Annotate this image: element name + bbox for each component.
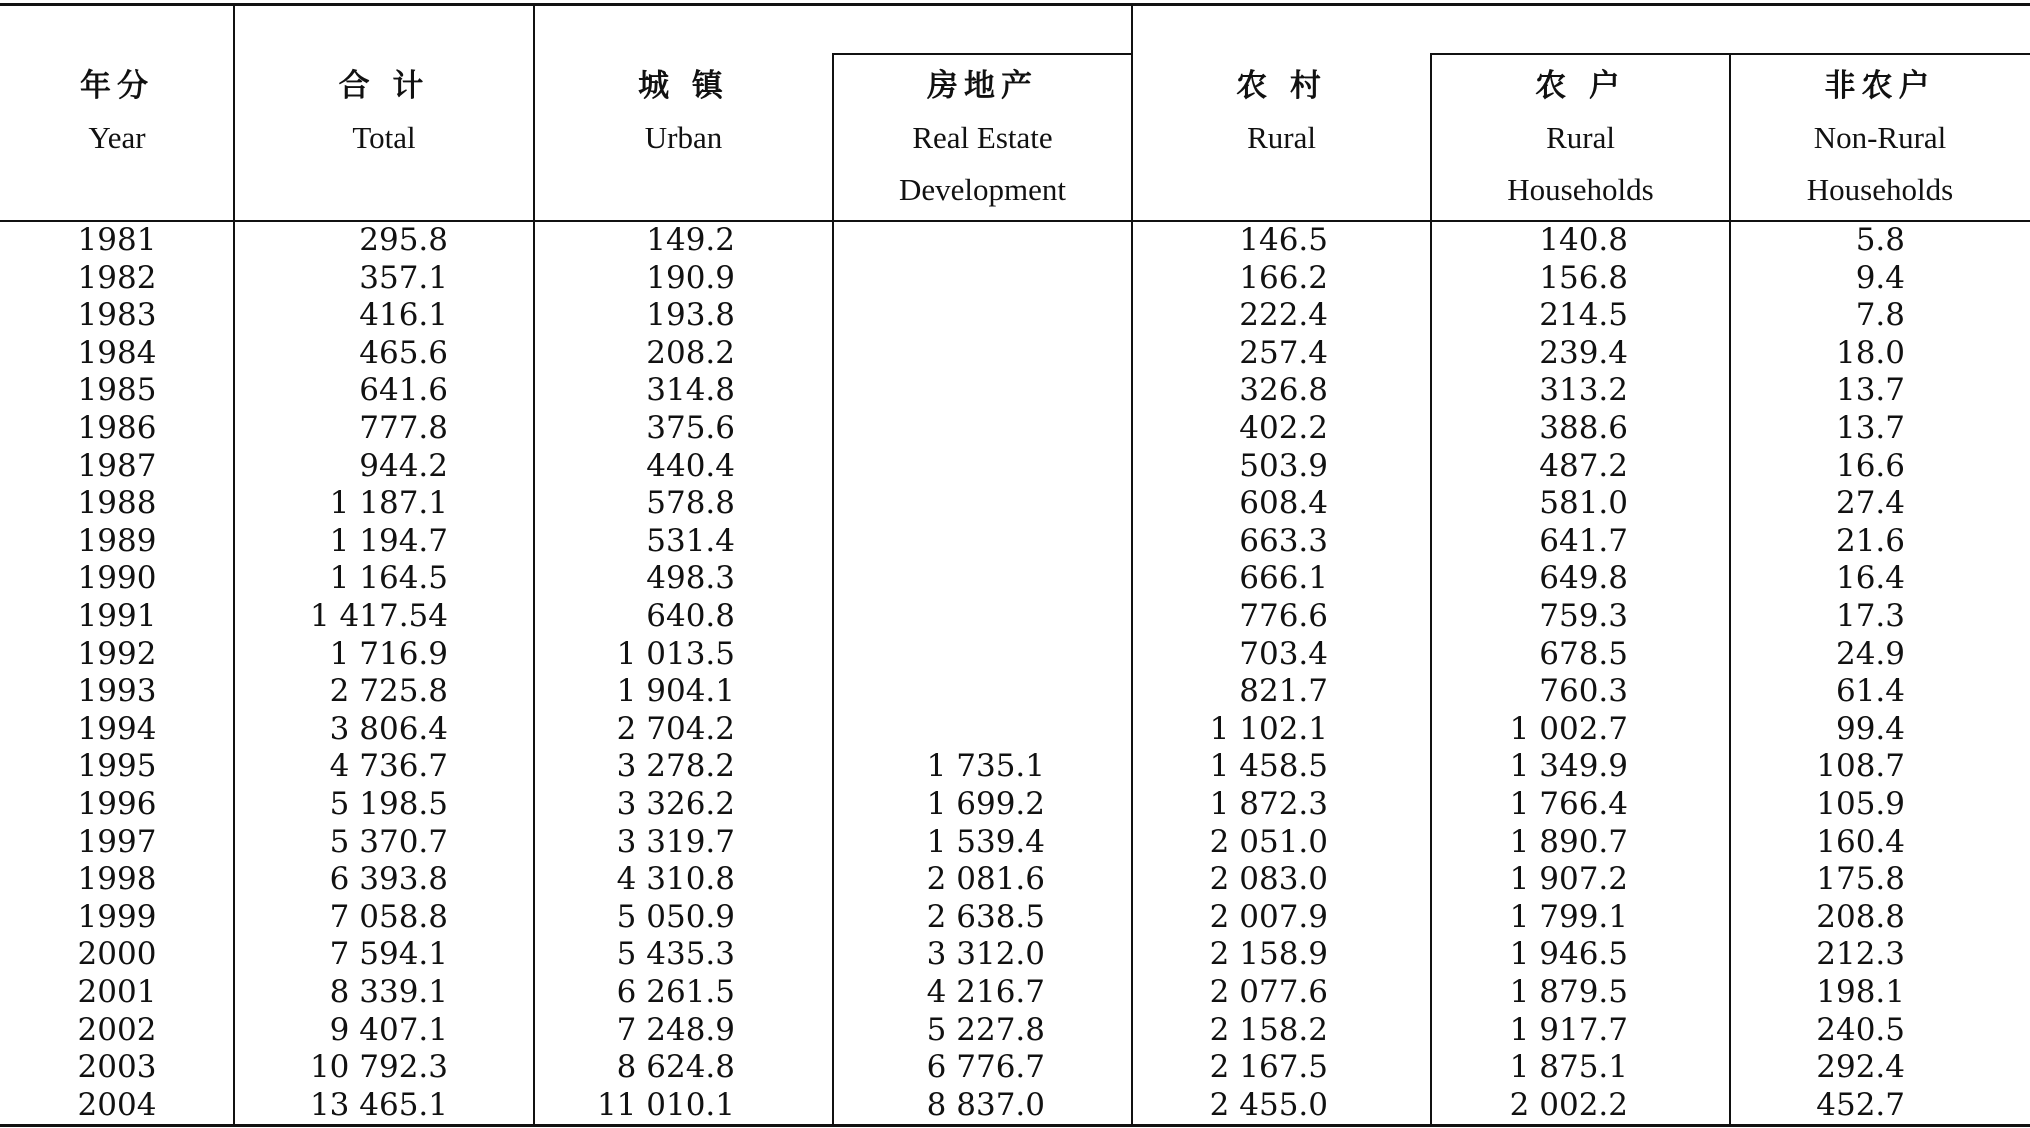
value-cell: 1 002.7: [1509, 710, 1628, 747]
value-cell: 257.4: [1239, 334, 1328, 371]
value-cell: 581.0: [1539, 485, 1628, 522]
table-row: [0, 523, 2030, 561]
value-cell: 175.8: [1816, 861, 1905, 898]
year-cell: 2001: [77, 974, 157, 1010]
value-cell: 1 946.5: [1509, 936, 1628, 973]
value-cell: 1 875.1: [1509, 1049, 1628, 1086]
value-cell: 1 349.9: [1509, 748, 1628, 785]
value-cell: 2 455.0: [1209, 1086, 1328, 1123]
value-cell: 1 917.7: [1509, 1011, 1628, 1048]
value-cell: 357.1: [359, 259, 448, 296]
value-cell: 2 051.0: [1209, 823, 1328, 860]
value-cell: 295.8: [359, 222, 448, 258]
year-cell: 1987: [77, 447, 157, 484]
value-cell: 3 326.2: [616, 786, 735, 822]
year-cell: 1989: [77, 522, 157, 559]
table-row: [0, 560, 2030, 598]
value-cell: 2 725.8: [329, 673, 448, 710]
value-cell: 27.4: [1835, 485, 1905, 522]
value-cell: 498.3: [646, 560, 735, 597]
value-cell: 1 716.9: [329, 635, 448, 672]
year-cell: 1988: [77, 485, 157, 522]
value-cell: 8 837.0: [926, 1086, 1045, 1123]
year-cell: 1991: [77, 598, 157, 634]
table-row: [0, 786, 2030, 824]
value-cell: 759.3: [1539, 598, 1628, 634]
year-cell: 1995: [77, 748, 157, 785]
value-cell: 487.2: [1539, 447, 1628, 484]
header-label-en: Households: [1806, 172, 1954, 207]
header-cell: [1431, 60, 1730, 216]
table-row: [0, 824, 2030, 862]
value-cell: 212.3: [1816, 936, 1905, 973]
value-cell: 5 435.3: [616, 936, 735, 973]
value-cell: 1 164.5: [329, 560, 448, 597]
value-cell: 2 083.0: [1209, 861, 1328, 898]
value-cell: 578.8: [646, 485, 735, 522]
bottom-rule: [0, 1124, 2030, 1127]
value-cell: 160.4: [1816, 823, 1905, 860]
table-row: [0, 410, 2030, 448]
header-label-en: Real Estate: [912, 120, 1053, 155]
value-cell: 6 776.7: [926, 1049, 1045, 1086]
value-cell: 9.4: [1855, 259, 1905, 296]
value-cell: 640.8: [646, 598, 735, 634]
value-cell: 821.7: [1239, 673, 1328, 710]
value-cell: 4 736.7: [329, 748, 448, 785]
value-cell: 465.6: [359, 334, 448, 371]
table-row: [0, 748, 2030, 786]
value-cell: 4 216.7: [926, 974, 1045, 1010]
header-label-en: Non-Rural: [1813, 120, 1947, 155]
value-cell: 641.7: [1539, 522, 1628, 559]
value-cell: 402.2: [1239, 410, 1328, 446]
value-cell: 214.5: [1539, 297, 1628, 334]
value-cell: 2 081.6: [926, 861, 1045, 898]
table-row: [0, 1087, 2030, 1125]
value-cell: 17.3: [1835, 598, 1905, 634]
value-cell: 2 007.9: [1209, 898, 1328, 935]
value-cell: 649.8: [1539, 560, 1628, 597]
table-row: [0, 1049, 2030, 1087]
value-cell: 5 198.5: [329, 786, 448, 822]
value-cell: 666.1: [1239, 560, 1328, 597]
year-cell: 2004: [77, 1086, 157, 1123]
value-cell: 326.8: [1239, 372, 1328, 409]
value-cell: 678.5: [1539, 635, 1628, 672]
header-label-zh: 非农户: [1824, 68, 1936, 104]
header-label-en: Rural: [1247, 120, 1316, 155]
value-cell: 2 158.9: [1209, 936, 1328, 973]
value-cell: 190.9: [646, 259, 735, 296]
table-row: [0, 636, 2030, 674]
header-cell: [1730, 60, 2030, 216]
value-cell: 7 058.8: [329, 898, 448, 935]
value-cell: 1 890.7: [1509, 823, 1628, 860]
header-label-en: Development: [898, 172, 1066, 207]
value-cell: 6 261.5: [616, 974, 735, 1010]
table-row: [0, 936, 2030, 974]
value-cell: 5 050.9: [616, 898, 735, 935]
value-cell: 8 339.1: [329, 974, 448, 1010]
value-cell: 9 407.1: [329, 1011, 448, 1048]
header-label-zh: 合 计: [338, 68, 430, 104]
year-cell: 1998: [77, 861, 157, 898]
value-cell: 10 792.3: [309, 1049, 448, 1086]
header-cell: [234, 60, 534, 164]
value-cell: 1 187.1: [329, 485, 448, 522]
value-cell: 198.1: [1816, 974, 1905, 1010]
year-cell: 1982: [77, 259, 157, 296]
year-cell: 1993: [77, 673, 157, 710]
value-cell: 2 638.5: [926, 898, 1045, 935]
value-cell: 1 872.3: [1209, 786, 1328, 822]
value-cell: 416.1: [359, 297, 448, 334]
value-cell: 166.2: [1239, 259, 1328, 296]
value-cell: 1 735.1: [926, 748, 1045, 785]
header-label-zh: 房地产: [927, 68, 1038, 104]
value-cell: 313.2: [1539, 372, 1628, 409]
top-rule: [0, 3, 2030, 6]
value-cell: 531.4: [646, 522, 735, 559]
header-label-zh: 农 户: [1535, 68, 1626, 104]
value-cell: 452.7: [1816, 1086, 1905, 1123]
header-cell: [534, 60, 833, 164]
value-cell: 5 370.7: [329, 823, 448, 860]
header-cell: [833, 60, 1132, 216]
value-cell: 1 194.7: [329, 522, 448, 559]
value-cell: 503.9: [1239, 447, 1328, 484]
value-cell: 1 102.1: [1209, 710, 1328, 747]
value-cell: 21.6: [1835, 522, 1905, 559]
value-cell: 208.8: [1816, 898, 1905, 935]
value-cell: 11 010.1: [596, 1086, 735, 1123]
header-label-en: Year: [88, 120, 146, 155]
table-row: [0, 598, 2030, 636]
value-cell: 1 458.5: [1209, 748, 1328, 785]
value-cell: 149.2: [646, 222, 735, 258]
value-cell: 7.8: [1855, 297, 1905, 334]
value-cell: 5 227.8: [926, 1011, 1045, 1048]
year-cell: 1981: [77, 222, 157, 258]
table-row: [0, 1012, 2030, 1050]
table-row: [0, 297, 2030, 335]
value-cell: 440.4: [646, 447, 735, 484]
value-cell: 663.3: [1239, 522, 1328, 559]
value-cell: 1 799.1: [1509, 898, 1628, 935]
value-cell: 2 002.2: [1509, 1086, 1628, 1123]
year-cell: 1983: [77, 297, 157, 334]
value-cell: 208.2: [646, 334, 735, 371]
value-cell: 1 013.5: [616, 635, 735, 672]
table-row: [0, 485, 2030, 523]
value-cell: 3 319.7: [616, 823, 735, 860]
value-cell: 18.0: [1835, 334, 1905, 371]
value-cell: 13.7: [1835, 410, 1905, 446]
year-cell: 1984: [77, 334, 157, 371]
value-cell: 3 278.2: [616, 748, 735, 785]
header-label-zh: 年分: [80, 68, 154, 104]
value-cell: 156.8: [1539, 259, 1628, 296]
value-cell: 99.4: [1835, 710, 1905, 747]
year-cell: 2003: [77, 1049, 157, 1086]
value-cell: 314.8: [646, 372, 735, 409]
value-cell: 1 417.54: [309, 598, 448, 634]
table-row: [0, 899, 2030, 937]
year-cell: 1999: [77, 898, 157, 935]
year-cell: 1997: [77, 823, 157, 860]
subheader-rule-urban: [833, 53, 1132, 55]
value-cell: 776.6: [1239, 598, 1328, 634]
year-cell: 1990: [77, 560, 157, 597]
value-cell: 7 594.1: [329, 936, 448, 973]
value-cell: 641.6: [359, 372, 448, 409]
header-label-zh: 农 村: [1236, 68, 1327, 104]
value-cell: 1 904.1: [616, 673, 735, 710]
value-cell: 4 310.8: [616, 861, 735, 898]
header-label-zh: 城 镇: [638, 68, 729, 104]
value-cell: 608.4: [1239, 485, 1328, 522]
value-cell: 375.6: [646, 410, 735, 446]
table-row: [0, 335, 2030, 373]
value-cell: 388.6: [1539, 410, 1628, 446]
value-cell: 2 704.2: [616, 710, 735, 747]
value-cell: 239.4: [1539, 334, 1628, 371]
table-row: [0, 974, 2030, 1012]
value-cell: 1 879.5: [1509, 974, 1628, 1010]
value-cell: 5.8: [1855, 222, 1905, 258]
table-row: [0, 711, 2030, 749]
value-cell: 1 766.4: [1509, 786, 1628, 822]
value-cell: 6 393.8: [329, 861, 448, 898]
value-cell: 1 907.2: [1509, 861, 1628, 898]
value-cell: 760.3: [1539, 673, 1628, 710]
header-label-en: Total: [352, 120, 416, 155]
value-cell: 777.8: [359, 410, 448, 446]
value-cell: 105.9: [1816, 786, 1905, 822]
value-cell: 944.2: [359, 447, 448, 484]
year-cell: 1996: [77, 786, 157, 822]
value-cell: 16.6: [1835, 447, 1905, 484]
value-cell: 16.4: [1835, 560, 1905, 597]
header-label-en: Rural: [1546, 120, 1615, 155]
table-row: [0, 222, 2030, 260]
table-row: [0, 372, 2030, 410]
value-cell: 140.8: [1539, 222, 1628, 258]
value-cell: 7 248.9: [616, 1011, 735, 1048]
year-cell: 1992: [77, 635, 157, 672]
table-row: [0, 861, 2030, 899]
header-cell: [1132, 60, 1431, 164]
value-cell: 703.4: [1239, 635, 1328, 672]
value-cell: 222.4: [1239, 297, 1328, 334]
year-cell: 1986: [77, 410, 157, 446]
table-row: [0, 448, 2030, 486]
value-cell: 193.8: [646, 297, 735, 334]
table-row: [0, 260, 2030, 298]
value-cell: 292.4: [1816, 1049, 1905, 1086]
year-cell: 1985: [77, 372, 157, 409]
value-cell: 8 624.8: [616, 1049, 735, 1086]
value-cell: 61.4: [1835, 673, 1905, 710]
value-cell: 108.7: [1816, 748, 1905, 785]
value-cell: 2 167.5: [1209, 1049, 1328, 1086]
value-cell: 3 806.4: [329, 710, 448, 747]
value-cell: 2 077.6: [1209, 974, 1328, 1010]
value-cell: 240.5: [1816, 1011, 1905, 1048]
header-cell: [0, 60, 234, 164]
value-cell: 146.5: [1239, 222, 1328, 258]
header-label-en: Households: [1507, 172, 1654, 207]
value-cell: 24.9: [1835, 635, 1905, 672]
value-cell: 2 158.2: [1209, 1011, 1328, 1048]
year-cell: 1994: [77, 710, 157, 747]
value-cell: 1 539.4: [926, 823, 1045, 860]
year-cell: 2000: [77, 936, 157, 973]
value-cell: 3 312.0: [926, 936, 1045, 973]
value-cell: 13 465.1: [309, 1086, 448, 1123]
value-cell: 1 699.2: [926, 786, 1045, 822]
header-label-en: Urban: [644, 120, 723, 155]
table-row: [0, 673, 2030, 711]
value-cell: 13.7: [1835, 372, 1905, 409]
year-cell: 2002: [77, 1011, 157, 1048]
